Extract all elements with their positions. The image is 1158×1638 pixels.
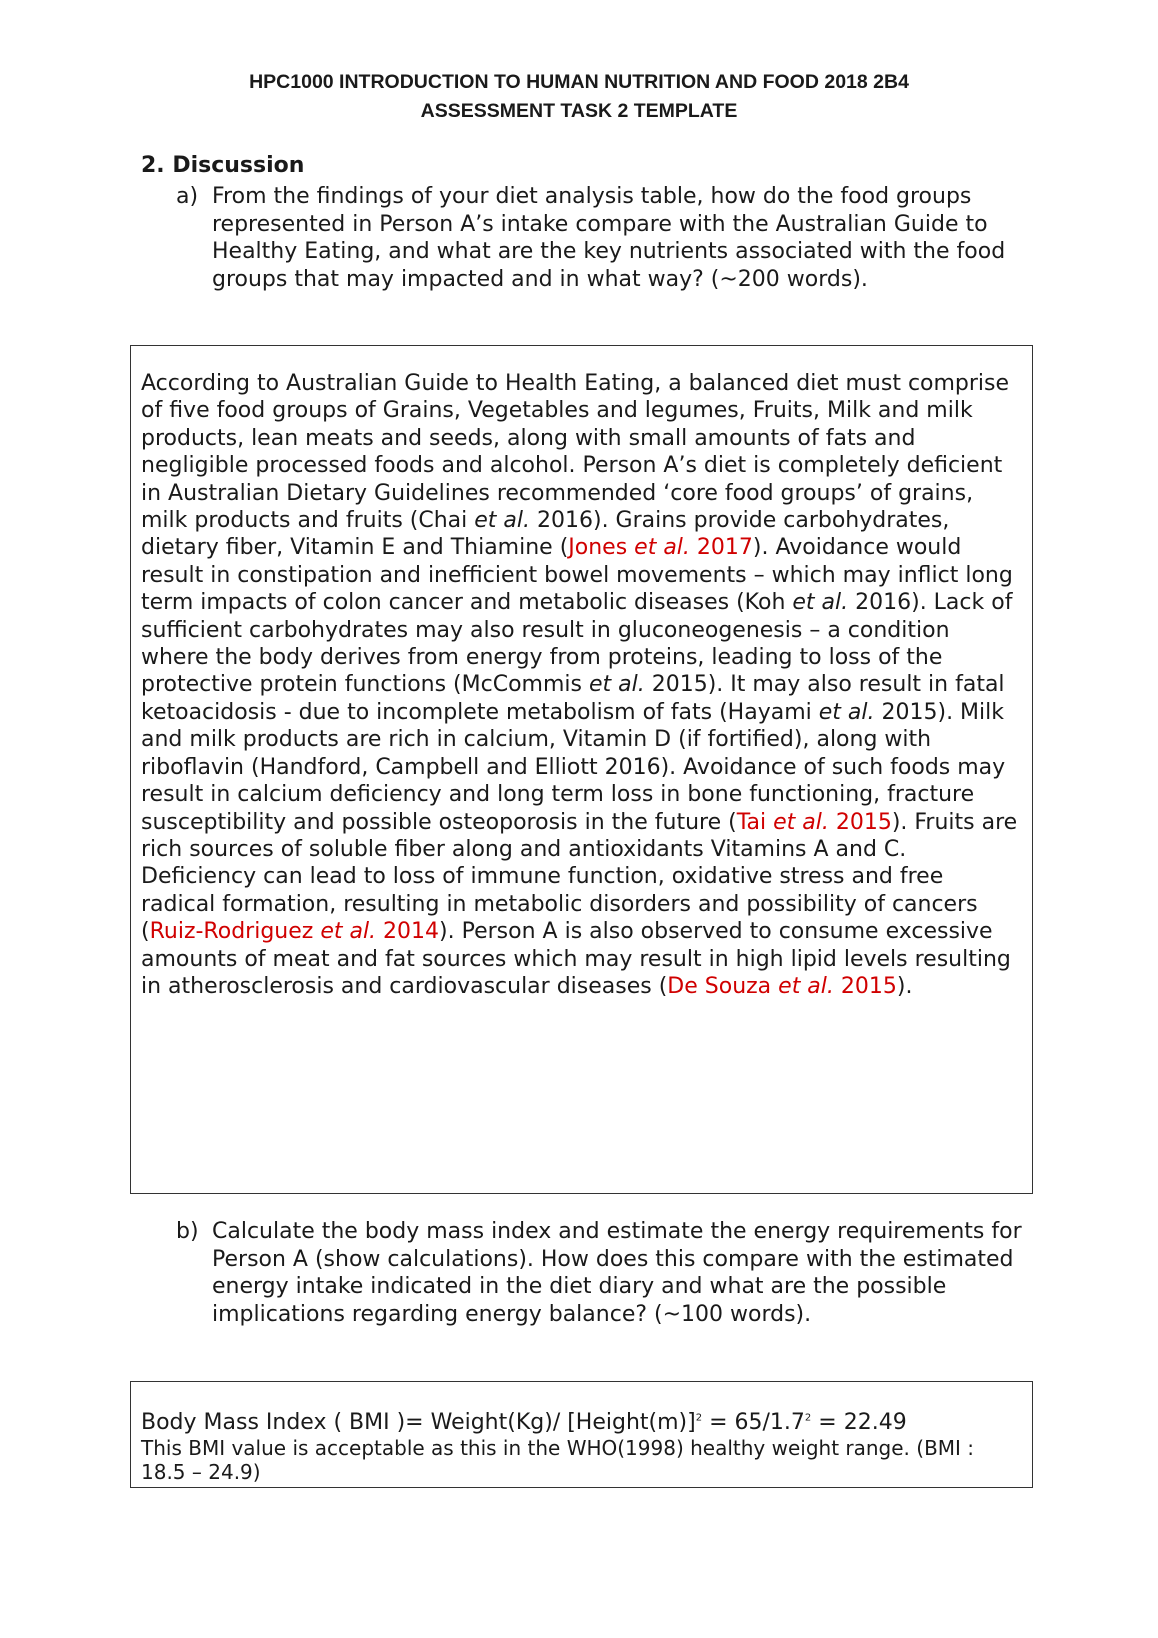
question-b-marker: b) [176,1219,199,1244]
header-course-title: HPC1000 INTRODUCTION TO HUMAN NUTRITION AND FOOD 2018 2B4 [249,71,909,93]
document-header [0,68,1158,126]
citation-jones: Jones et al. 2017 [568,535,753,561]
citation-tai: Tai et al. 2015 [736,809,892,835]
question-a-marker: a) [176,184,199,209]
answer-a-box[interactable] [130,345,1033,1194]
question-a [176,183,1046,293]
question-b-text: Calculate the body mass index and estimate the energy requirements for Person A (show calculations). How does this compare with the estimated energy intake indicated in the diet diary and what are the possible implications regarding energy balance? (~100 words). [212,1219,1022,1327]
answer-a-text: According to Australian Guide to Health Eating, a balanced diet must comprise of five food groups of Grains, Vegetables and legumes, Fruits, Milk and milk products, lean meats and seeds, along with small amounts of fats and negligible processed foods and alcohol. Person A’s diet is completely deficient in Australian Dietary Guidelines recommended ‘core food groups’ of grains, milk products and fruits (Chai et al. 2016). Grains provide carbohydrates, dietary fiber, Vitamin E and Thiamine (Jones et al. 2017). Avoidance would result in constipation and inefficient bowel movements – which may inflict long term impacts of colon cancer and metabolic diseases (Koh et al. 2016). Lack of sufficient carbohydrates may also result in gluconeogenesis – a condition where the body derives from energy from proteins, leading to loss of the protective protein functions (McCommis et al. 2015). It may also result in fatal ketoacidosis - due to incomplete metabolism of fats (Hayami et al. 2015). Milk and milk products are rich in calcium, Vitamin D (if fortified), along with riboflavin (Handford, Campbell and Elliott 2016). Avoidance of such foods may result in calcium deficiency and long term loss in bone functioning, fracture susceptibility and possible osteoporosis in the future (Tai et al. 2015). Fruits are rich sources of soluble fiber along and antioxidants Vitamins A and C. Deficiency can lead to loss of immune function, oxidative stress and free radical formation, resulting in metabolic disorders and possibility of cancers (Ruiz-Rodriguez et al. 2014). Person A is also observed to consume excessive amounts of meat and fat sources which may result in high lipid levels resulting in atherosclerosis and cardiovascular diseases (De Souza et al. 2015). [141,371,1018,999]
bmi-formula: Body Mass Index ( BMI )= Weight(Kg)/ [Height(m)]$^2$ = $65/1.7^2 = 22.49$ [141,1410,907,1435]
citation-de-souza: De Souza et al. 2015 [667,973,897,999]
bmi-note: This BMI value is acceptable as this in the WHO(1998) healthy weight range. (BMI : 18.5 – 24.9) [141,1436,975,1484]
question-b [176,1218,1046,1328]
header-template-title: ASSESSMENT TASK 2 TEMPLATE [420,100,738,122]
question-a-text: From the findings of your diet analysis table, how do the food groups represented in Person A’s intake compare with the Australian Guide to Healthy Eating, and what are the key nutrients associated with the food groups that may impacted and in what way? (~200 words). [212,184,1006,292]
section-title: 2. Discussion [141,153,305,178]
citation-ruiz-rodriguez: Ruiz-Rodriguez et al. 2014 [149,919,440,945]
answer-b-box[interactable] [130,1381,1033,1488]
